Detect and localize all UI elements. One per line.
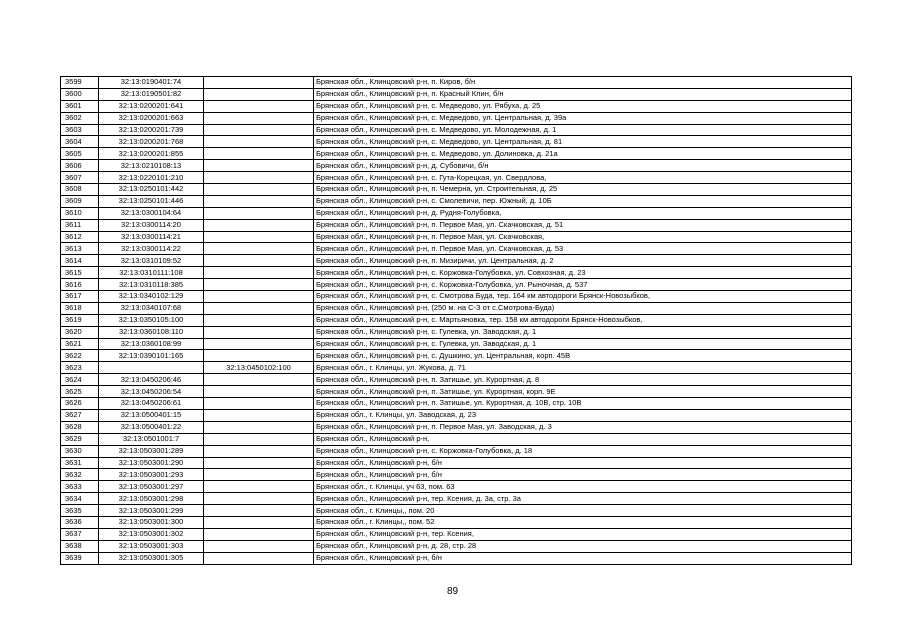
secondary-cadastral-number-cell xyxy=(204,457,314,469)
row-number-cell: 3600 xyxy=(61,88,99,100)
row-number-cell: 3606 xyxy=(61,160,99,172)
secondary-cadastral-number-cell xyxy=(204,255,314,267)
row-number-cell: 3626 xyxy=(61,398,99,410)
address-cell: Брянская обл., Клинцовский р-н, п. Мизиричи, ул. Центральная, д. 2 xyxy=(314,255,852,267)
secondary-cadastral-number-cell xyxy=(204,350,314,362)
table-row xyxy=(61,302,852,314)
secondary-cadastral-number-cell xyxy=(204,136,314,148)
cadastral-number-cell: 32:13:0503001:305 xyxy=(99,552,204,564)
address-cell: Брянская обл., Клинцовский р-н, д. 28, стр. 28 xyxy=(314,540,852,552)
row-number-cell: 3610 xyxy=(61,207,99,219)
cadastral-number-cell: 32:13:0300114:22 xyxy=(99,243,204,255)
cadastral-number-cell: 32:13:0500401:22 xyxy=(99,421,204,433)
address-cell: Брянская обл., Клинцовский р-н, п. Первое Мая, ул. Заводская, д. 3 xyxy=(314,421,852,433)
cadastral-number-cell: 32:13:0200201:663 xyxy=(99,112,204,124)
table-row xyxy=(61,398,852,410)
address-cell: Брянская обл., Клинцовский р-н, с. Гулевка, ул. Заводская, д. 1 xyxy=(314,326,852,338)
table-row xyxy=(61,528,852,540)
secondary-cadastral-number-cell xyxy=(204,279,314,291)
address-cell: Брянская обл., Клинцовский р-н, п. Чемерна, ул. Строительная, д. 25 xyxy=(314,184,852,196)
row-number-cell: 3614 xyxy=(61,255,99,267)
address-cell: Брянская обл., Клинцовский р-н, с. Коржовка-Голубовка, ул. Совхозная, д. 23 xyxy=(314,267,852,279)
secondary-cadastral-number-cell xyxy=(204,291,314,303)
row-number-cell: 3602 xyxy=(61,112,99,124)
address-cell: Брянская обл., Клинцовский р-н, с. Медведово, ул. Молодежная, д. 1 xyxy=(314,124,852,136)
cadastral-number-cell: 32:13:0450206:54 xyxy=(99,386,204,398)
table-row xyxy=(61,124,852,136)
address-cell: Брянская обл., г. Клинцы,, пом. 52 xyxy=(314,516,852,528)
cadastral-number-cell: 32:13:0503001:303 xyxy=(99,540,204,552)
secondary-cadastral-number-cell xyxy=(204,469,314,481)
address-cell: Брянская обл., Клинцовский р-н, п. Затишье, ул. Курортная, д. 8 xyxy=(314,374,852,386)
row-number-cell: 3638 xyxy=(61,540,99,552)
row-number-cell: 3619 xyxy=(61,314,99,326)
table-row xyxy=(61,433,852,445)
secondary-cadastral-number-cell xyxy=(204,398,314,410)
address-cell: Брянская обл., Клинцовский р-н, с. Коржовка-Голубовка, д. 18 xyxy=(314,445,852,457)
row-number-cell: 3608 xyxy=(61,184,99,196)
table-row xyxy=(61,386,852,398)
table-row xyxy=(61,207,852,219)
cadastral-number-cell xyxy=(99,362,204,374)
table-row xyxy=(61,184,852,196)
address-cell: Брянская обл., Клинцовский р-н, (250 м. на С-З от с.Смотрова-Буда) xyxy=(314,302,852,314)
row-number-cell: 3618 xyxy=(61,302,99,314)
address-cell: Брянская обл., Клинцовский р-н, п. Первое Мая, ул. Скачковская, д. 53 xyxy=(314,243,852,255)
cadastral-number-cell: 32:13:0200201:855 xyxy=(99,148,204,160)
secondary-cadastral-number-cell xyxy=(204,267,314,279)
table-row xyxy=(61,88,852,100)
cadastral-number-cell: 32:13:0503001:297 xyxy=(99,481,204,493)
row-number-cell: 3605 xyxy=(61,148,99,160)
secondary-cadastral-number-cell xyxy=(204,386,314,398)
address-cell: Брянская обл., Клинцовский р-н, с. Гулевка, ул. Заводская, д. 1 xyxy=(314,338,852,350)
secondary-cadastral-number-cell xyxy=(204,326,314,338)
property-register-table xyxy=(60,76,852,565)
address-cell: Брянская обл., Клинцовский р-н, с. Гута-Корецкая, ул. Свердлова, xyxy=(314,172,852,184)
secondary-cadastral-number-cell xyxy=(204,493,314,505)
secondary-cadastral-number-cell xyxy=(204,481,314,493)
cadastral-number-cell: 32:13:0360108:110 xyxy=(99,326,204,338)
table-row xyxy=(61,409,852,421)
row-number-cell: 3611 xyxy=(61,219,99,231)
cadastral-number-cell: 32:13:0190401:74 xyxy=(99,77,204,89)
secondary-cadastral-number-cell xyxy=(204,100,314,112)
address-cell: Брянская обл., Клинцовский р-н, с. Медведово, ул. Центральная, д. 39а xyxy=(314,112,852,124)
address-cell: Брянская обл., Клинцовский р-н, б/н xyxy=(314,469,852,481)
address-cell: Брянская обл., г. Клинцы, ул. Жукова, д. 71 xyxy=(314,362,852,374)
address-cell: Брянская обл., Клинцовский р-н, д. Рудня-Голубовка, xyxy=(314,207,852,219)
table-row xyxy=(61,445,852,457)
secondary-cadastral-number-cell xyxy=(204,243,314,255)
cadastral-number-cell: 32:13:0310118:385 xyxy=(99,279,204,291)
address-cell: Брянская обл., Клинцовский р-н, с. Мартьяновка, тер. 158 км автодороги Брянск-Новозыбков, xyxy=(314,314,852,326)
table-row xyxy=(61,326,852,338)
address-cell: Брянская обл., г. Клинцы,, пом. 20 xyxy=(314,505,852,517)
secondary-cadastral-number-cell xyxy=(204,505,314,517)
cadastral-number-cell: 32:13:0250101:446 xyxy=(99,195,204,207)
cadastral-number-cell: 32:13:0300114:21 xyxy=(99,231,204,243)
secondary-cadastral-number-cell xyxy=(204,421,314,433)
secondary-cadastral-number-cell xyxy=(204,445,314,457)
table-row xyxy=(61,243,852,255)
address-cell: Брянская обл., Клинцовский р-н, б/н xyxy=(314,457,852,469)
row-number-cell: 3609 xyxy=(61,195,99,207)
address-cell: Брянская обл., Клинцовский р-н, б/н xyxy=(314,552,852,564)
row-number-cell: 3625 xyxy=(61,386,99,398)
row-number-cell: 3633 xyxy=(61,481,99,493)
row-number-cell: 3601 xyxy=(61,100,99,112)
table-row xyxy=(61,505,852,517)
row-number-cell: 3615 xyxy=(61,267,99,279)
cadastral-number-cell: 32:13:0190501:82 xyxy=(99,88,204,100)
row-number-cell: 3639 xyxy=(61,552,99,564)
cadastral-number-cell: 32:13:0503001:299 xyxy=(99,505,204,517)
cadastral-number-cell: 32:13:0390101:165 xyxy=(99,350,204,362)
cadastral-number-cell: 32:13:0503001:298 xyxy=(99,493,204,505)
table-row xyxy=(61,148,852,160)
cadastral-number-cell: 32:13:0210108:13 xyxy=(99,160,204,172)
address-cell: Брянская обл., Клинцовский р-н, с. Медведово, ул. Центральная, д. 81 xyxy=(314,136,852,148)
table-row xyxy=(61,516,852,528)
table-row xyxy=(61,255,852,267)
table-row xyxy=(61,291,852,303)
table-row xyxy=(61,338,852,350)
row-number-cell: 3604 xyxy=(61,136,99,148)
table-row xyxy=(61,350,852,362)
row-number-cell: 3628 xyxy=(61,421,99,433)
table-row xyxy=(61,493,852,505)
row-number-cell: 3637 xyxy=(61,528,99,540)
address-cell: Брянская обл., г. Клинцы, уч 63, пом. 63 xyxy=(314,481,852,493)
table-row xyxy=(61,421,852,433)
table-row xyxy=(61,362,852,374)
row-number-cell: 3612 xyxy=(61,231,99,243)
secondary-cadastral-number-cell xyxy=(204,540,314,552)
cadastral-number-cell: 32:13:0501001:7 xyxy=(99,433,204,445)
cadastral-number-cell: 32:13:0300104:64 xyxy=(99,207,204,219)
cadastral-number-cell: 32:13:0200201:641 xyxy=(99,100,204,112)
address-cell: Брянская обл., Клинцовский р-н, п. Затишье, ул. Курортная, корп. 9Е xyxy=(314,386,852,398)
address-cell: Брянская обл., г. Клинцы, ул. Заводская, д. 23 xyxy=(314,409,852,421)
table-row xyxy=(61,552,852,564)
table-row xyxy=(61,77,852,89)
table-row xyxy=(61,267,852,279)
cadastral-number-cell: 32:13:0250101:442 xyxy=(99,184,204,196)
table-row xyxy=(61,195,852,207)
secondary-cadastral-number-cell xyxy=(204,338,314,350)
cadastral-number-cell: 32:13:0300114:20 xyxy=(99,219,204,231)
address-cell: Брянская обл., Клинцовский р-н, тер. Ксения, д. 3а, стр. 3а xyxy=(314,493,852,505)
address-cell: Брянская обл., Клинцовский р-н, д. Субовичи, б/н xyxy=(314,160,852,172)
table-row xyxy=(61,160,852,172)
row-number-cell: 3599 xyxy=(61,77,99,89)
row-number-cell: 3634 xyxy=(61,493,99,505)
cadastral-number-cell: 32:13:0360108:99 xyxy=(99,338,204,350)
address-cell: Брянская обл., Клинцовский р-н, п. Затишье, ул. Курортная, д. 10В, стр. 10В xyxy=(314,398,852,410)
row-number-cell: 3632 xyxy=(61,469,99,481)
address-cell: Брянская обл., Клинцовский р-н, с. Медведово, ул. Рябуха, д. 25 xyxy=(314,100,852,112)
cadastral-number-cell: 32:13:0450206:46 xyxy=(99,374,204,386)
row-number-cell: 3636 xyxy=(61,516,99,528)
secondary-cadastral-number-cell xyxy=(204,172,314,184)
table-body xyxy=(61,77,852,565)
cadastral-number-cell: 32:13:0220101:210 xyxy=(99,172,204,184)
row-number-cell: 3629 xyxy=(61,433,99,445)
secondary-cadastral-number-cell xyxy=(204,314,314,326)
row-number-cell: 3616 xyxy=(61,279,99,291)
row-number-cell: 3617 xyxy=(61,291,99,303)
cadastral-number-cell: 32:13:0310111:108 xyxy=(99,267,204,279)
cadastral-number-cell: 32:13:0310109:52 xyxy=(99,255,204,267)
secondary-cadastral-number-cell xyxy=(204,207,314,219)
table-row xyxy=(61,481,852,493)
address-cell: Брянская обл., Клинцовский р-н, с. Смолевичи, пер. Южный, д. 10Б xyxy=(314,195,852,207)
address-cell: Брянская обл., Клинцовский р-н, п. Первое Мая, ул. Скачковская, xyxy=(314,231,852,243)
table-row xyxy=(61,279,852,291)
row-number-cell: 3622 xyxy=(61,350,99,362)
secondary-cadastral-number-cell: 32:13:0450102:100 xyxy=(204,362,314,374)
secondary-cadastral-number-cell xyxy=(204,552,314,564)
row-number-cell: 3635 xyxy=(61,505,99,517)
row-number-cell: 3620 xyxy=(61,326,99,338)
table-row xyxy=(61,469,852,481)
secondary-cadastral-number-cell xyxy=(204,112,314,124)
cadastral-number-cell: 32:13:0503001:293 xyxy=(99,469,204,481)
table-row xyxy=(61,100,852,112)
address-cell: Брянская обл., Клинцовский р-н, с. Медведово, ул. Долиновка, д. 21а xyxy=(314,148,852,160)
secondary-cadastral-number-cell xyxy=(204,433,314,445)
row-number-cell: 3603 xyxy=(61,124,99,136)
page-number: 89 xyxy=(446,586,459,597)
cadastral-number-cell: 32:13:0503001:290 xyxy=(99,457,204,469)
cadastral-number-cell: 32:13:0350105:100 xyxy=(99,314,204,326)
address-cell: Брянская обл., Клинцовский р-н, п. Первое Мая, ул. Скачковская, д. 51 xyxy=(314,219,852,231)
table-row xyxy=(61,231,852,243)
secondary-cadastral-number-cell xyxy=(204,88,314,100)
table-row xyxy=(61,314,852,326)
secondary-cadastral-number-cell xyxy=(204,160,314,172)
address-cell: Брянская обл., Клинцовский р-н, тер. Ксения, xyxy=(314,528,852,540)
cadastral-number-cell: 32:13:0340102:129 xyxy=(99,291,204,303)
address-cell: Брянская обл., Клинцовский р-н, п. Красный Клин, б/н xyxy=(314,88,852,100)
cadastral-number-cell: 32:13:0503001:300 xyxy=(99,516,204,528)
secondary-cadastral-number-cell xyxy=(204,409,314,421)
secondary-cadastral-number-cell xyxy=(204,528,314,540)
table-row xyxy=(61,219,852,231)
address-cell: Брянская обл., Клинцовский р-н, с. Душкино, ул. Центральная, корп. 45В xyxy=(314,350,852,362)
secondary-cadastral-number-cell xyxy=(204,302,314,314)
table-row xyxy=(61,374,852,386)
row-number-cell: 3631 xyxy=(61,457,99,469)
address-cell: Брянская обл., Клинцовский р-н, xyxy=(314,433,852,445)
secondary-cadastral-number-cell xyxy=(204,77,314,89)
table-row xyxy=(61,457,852,469)
secondary-cadastral-number-cell xyxy=(204,516,314,528)
cadastral-number-cell: 32:13:0200201:739 xyxy=(99,124,204,136)
row-number-cell: 3621 xyxy=(61,338,99,350)
row-number-cell: 3613 xyxy=(61,243,99,255)
secondary-cadastral-number-cell xyxy=(204,184,314,196)
cadastral-number-cell: 32:13:0450206:61 xyxy=(99,398,204,410)
address-cell: Брянская обл., Клинцовский р-н, с. Коржовка-Голубовка, ул. Рыночная, д. 537 xyxy=(314,279,852,291)
row-number-cell: 3624 xyxy=(61,374,99,386)
table-row xyxy=(61,540,852,552)
secondary-cadastral-number-cell xyxy=(204,219,314,231)
table-row xyxy=(61,172,852,184)
table-row xyxy=(61,112,852,124)
cadastral-number-cell: 32:13:0503001:302 xyxy=(99,528,204,540)
row-number-cell: 3627 xyxy=(61,409,99,421)
row-number-cell: 3623 xyxy=(61,362,99,374)
address-cell: Брянская обл., Клинцовский р-н, с. Смотрова Буда, тер. 164 км автодороги Брянск-Новозыбков, xyxy=(314,291,852,303)
cadastral-number-cell: 32:13:0503001:289 xyxy=(99,445,204,457)
table-row xyxy=(61,136,852,148)
address-cell: Брянская обл., Клинцовский р-н, п. Киров, б/н xyxy=(314,77,852,89)
secondary-cadastral-number-cell xyxy=(204,374,314,386)
secondary-cadastral-number-cell xyxy=(204,148,314,160)
row-number-cell: 3630 xyxy=(61,445,99,457)
cadastral-number-cell: 32:13:0200201:768 xyxy=(99,136,204,148)
secondary-cadastral-number-cell xyxy=(204,124,314,136)
secondary-cadastral-number-cell xyxy=(204,231,314,243)
cadastral-number-cell: 32:13:0340107:68 xyxy=(99,302,204,314)
secondary-cadastral-number-cell xyxy=(204,195,314,207)
row-number-cell: 3607 xyxy=(61,172,99,184)
cadastral-number-cell: 32:13:0500401:15 xyxy=(99,409,204,421)
